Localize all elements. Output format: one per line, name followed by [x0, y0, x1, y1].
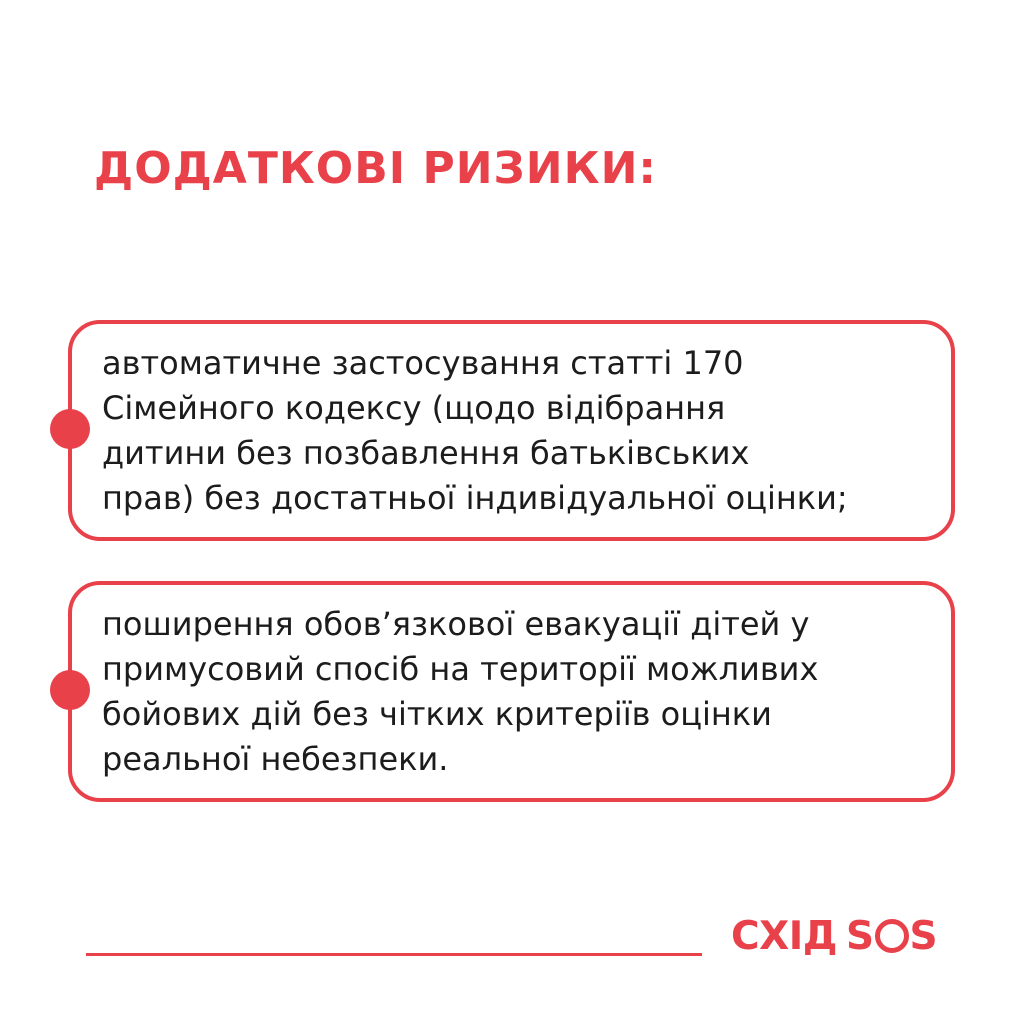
risk-text-2 [102, 602, 933, 782]
risk-text-1 [102, 341, 933, 521]
risk-card-1 [68, 320, 955, 541]
logo-letter-s: S [845, 913, 874, 959]
risk-text-line: дитини без позбавлення батьківських [102, 434, 750, 472]
footer-divider [86, 953, 702, 956]
risk-text-line: прав) без достатньої індивідуальної оцінки; [102, 479, 848, 517]
risk-text-line: примусовий спосіб на території можливих [102, 650, 819, 688]
logo-letter-s: S [909, 913, 938, 959]
risk-text-line: реальної небезпеки. [102, 740, 449, 778]
risk-text-line: Сімейного кодексу (щодо відібрання [102, 389, 726, 427]
o-ring-icon [875, 919, 909, 953]
bullet-dot-icon [50, 670, 90, 710]
risk-text-line: поширення обов’язкової евакуації дітей у [102, 605, 810, 643]
risk-text-line: бойових дій без чітких критеріїв оцінки [102, 695, 772, 733]
bullet-dot-icon [50, 409, 90, 449]
risk-text-line: автоматичне застосування статті 170 [102, 344, 744, 382]
brand-logo [731, 912, 937, 960]
risk-card-2 [68, 581, 955, 802]
page-title: ДОДАТКОВІ РИЗИКИ: [94, 143, 657, 194]
logo-word-shid: СХІД [731, 913, 837, 959]
